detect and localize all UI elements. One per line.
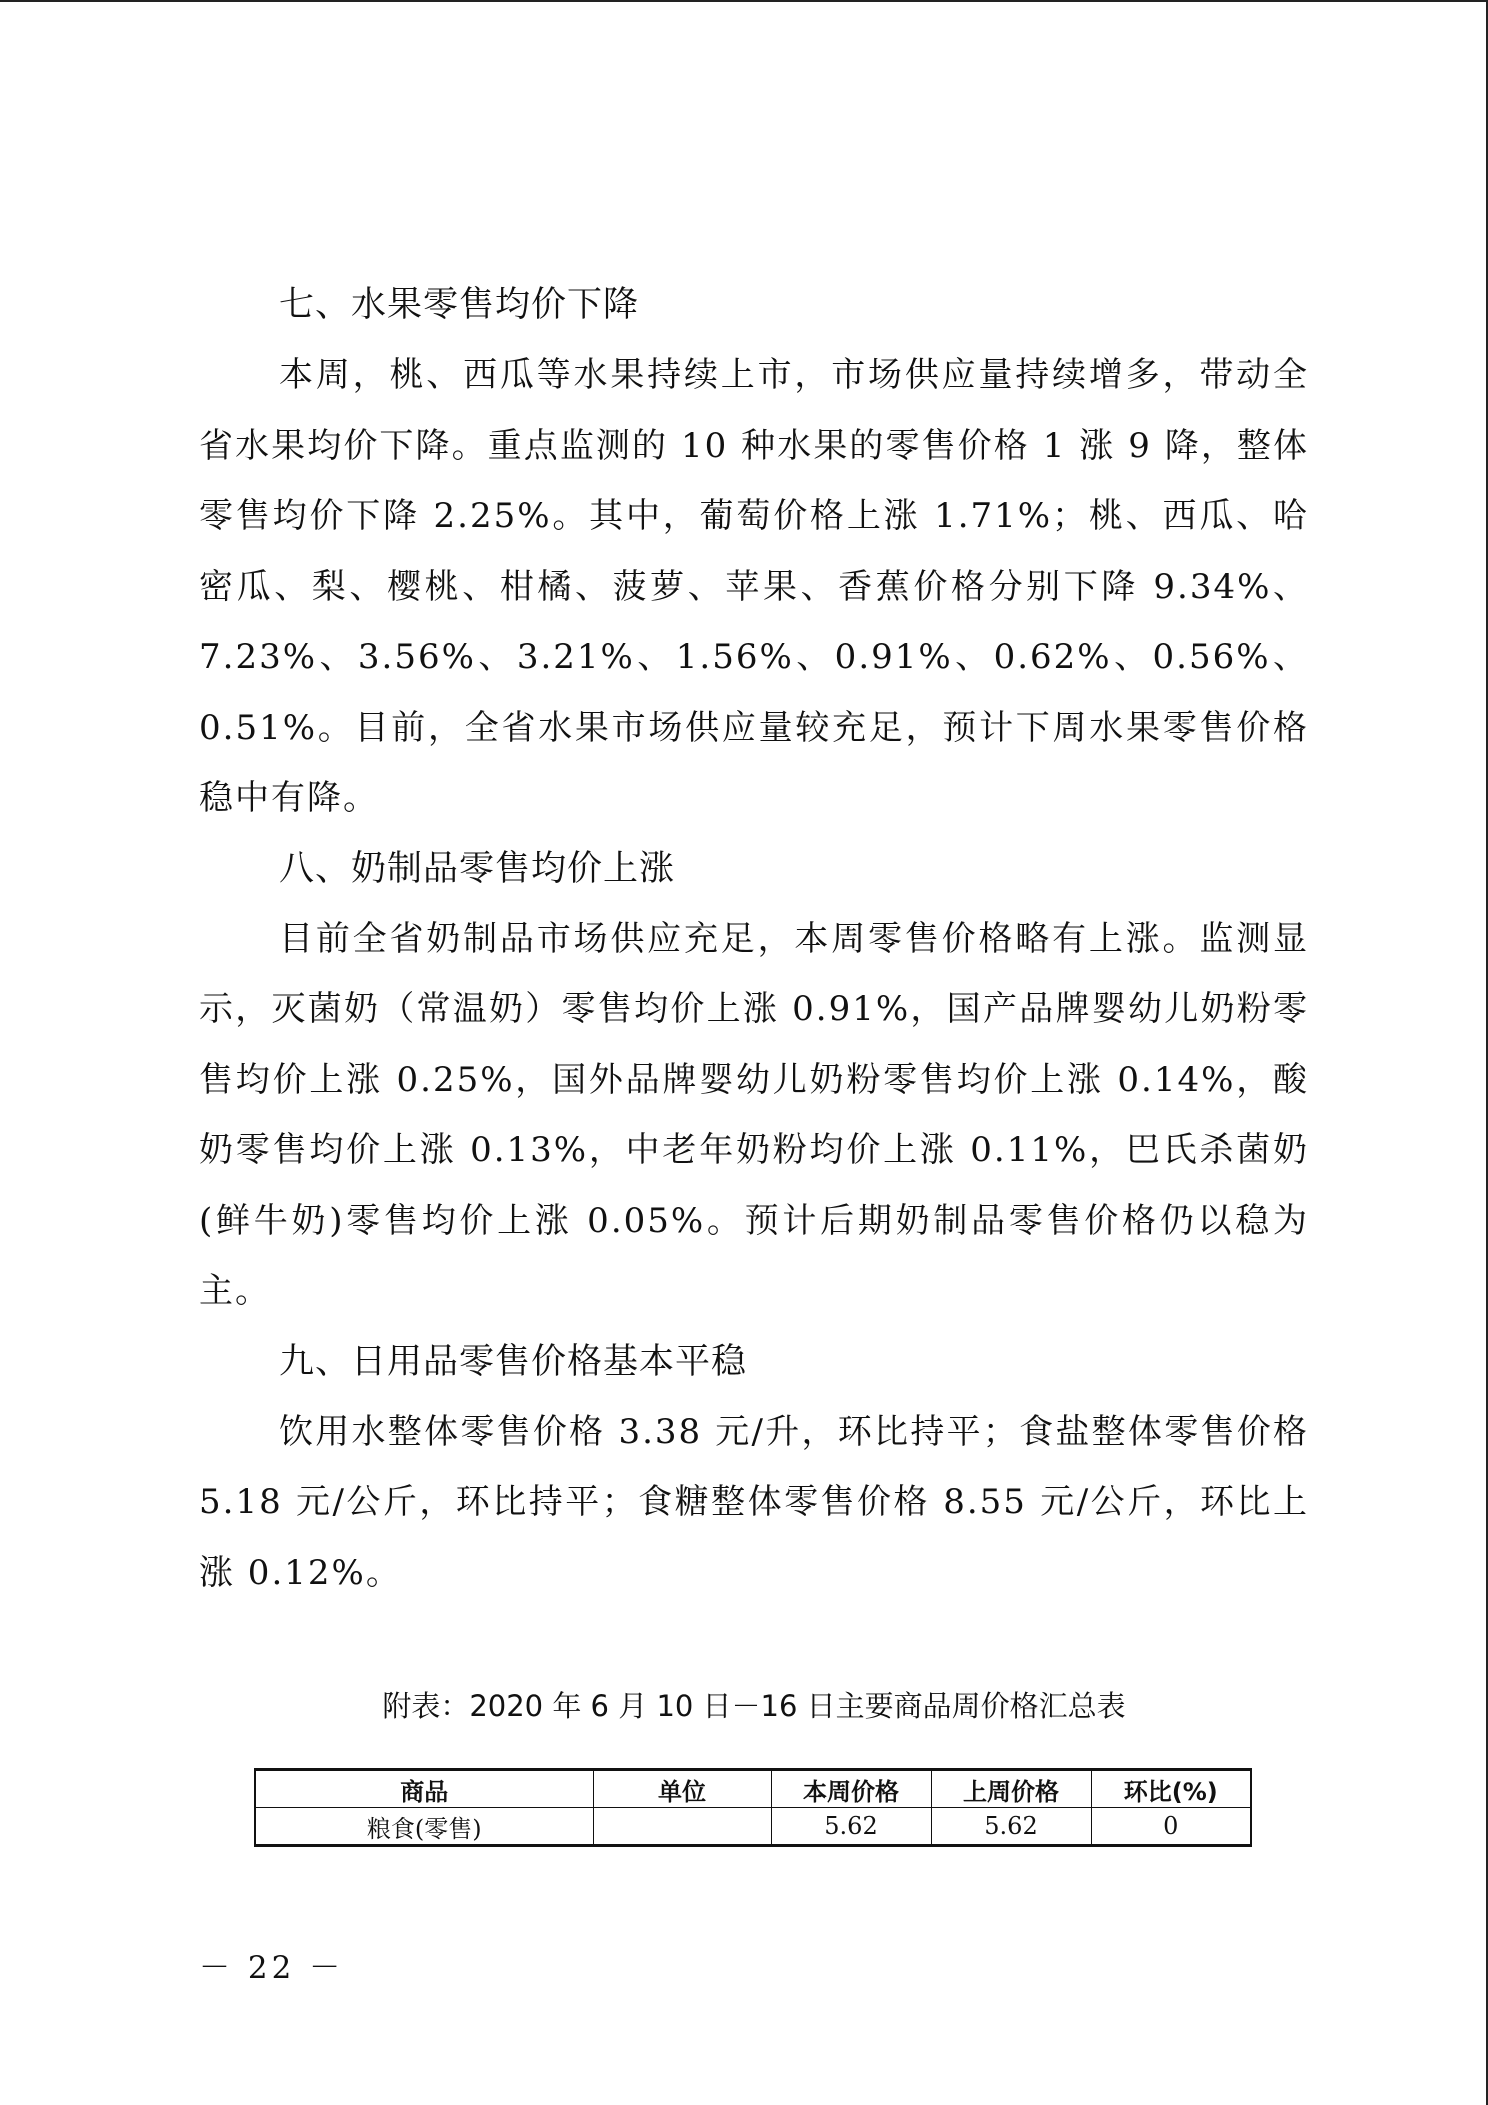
column-header-week-on-week: 环比(%) — [1091, 1770, 1251, 1808]
cell-week-on-week: 0 — [1091, 1808, 1251, 1846]
table-header-row — [255, 1770, 1251, 1808]
section-dairy-prices — [199, 834, 1309, 1327]
section-daily-goods-prices — [199, 1327, 1309, 1609]
cell-last-week-price: 5.62 — [931, 1808, 1091, 1846]
document-body — [199, 270, 1309, 1608]
section-paragraph: 目前全省奶制品市场供应充足，本周零售价格略有上涨。监测显示，灭菌奶（常温奶）零售均价上涨 0.91%，国产品牌婴幼儿奶粉零售均价上涨 0.25%，国外品牌婴幼儿奶粉零售均价上涨 0.14%，酸奶零售均价上涨 0.13%，中老年奶粉均价上涨 0.11%，巴氏杀菌奶(鲜牛奶)零售均价上涨 0.05%。预计后期奶制品零售价格仍以稳为主。 — [199, 918, 1309, 1311]
column-header-this-week-price: 本周价格 — [771, 1770, 931, 1808]
column-header-last-week-price: 上周价格 — [931, 1770, 1091, 1808]
section-paragraph: 饮用水整体零售价格 3.38 元/升，环比持平；食盐整体零售价格 5.18 元/公斤，环比持平；食糖整体零售价格 8.55 元/公斤，环比上涨 0.12%。 — [199, 1411, 1309, 1593]
column-header-unit: 单位 — [593, 1770, 771, 1808]
table-row — [255, 1808, 1251, 1846]
page-number: － 22 － — [199, 1950, 345, 1986]
page-border-top — [0, 0, 1488, 2]
section-fruit-prices — [199, 270, 1309, 834]
table-title: 附表：2020 年 6 月 10 日－16 日主要商品周价格汇总表 — [382, 1689, 1126, 1723]
cell-unit — [593, 1808, 771, 1846]
column-header-commodity: 商品 — [255, 1770, 593, 1808]
section-heading: 八、奶制品零售均价上涨 — [279, 848, 676, 889]
section-heading: 九、日用品零售价格基本平稳 — [279, 1341, 748, 1382]
section-heading: 七、水果零售均价下降 — [279, 285, 640, 325]
cell-this-week-price: 5.62 — [771, 1808, 931, 1846]
price-summary-table — [254, 1768, 1252, 1847]
cell-commodity: 粮食(零售) — [255, 1808, 593, 1846]
section-paragraph: 本周，桃、西瓜等水果持续上市，市场供应量持续增多，带动全省水果均价下降。重点监测的 10 种水果的零售价格 1 涨 9 降，整体零售均价下降 2.25%。其中，葡萄价格上涨 1.71%；桃、西瓜、哈密瓜、梨、樱桃、柑橘、菠萝、苹果、香蕉价格分别下降 9.34%、7.23%、3.56%、3.21%、1.56%、0.91%、0.62%、0.56%、0.51%。目前，全省水果市场供应量较充足，预计下周水果零售价格稳中有降。 — [199, 355, 1309, 818]
